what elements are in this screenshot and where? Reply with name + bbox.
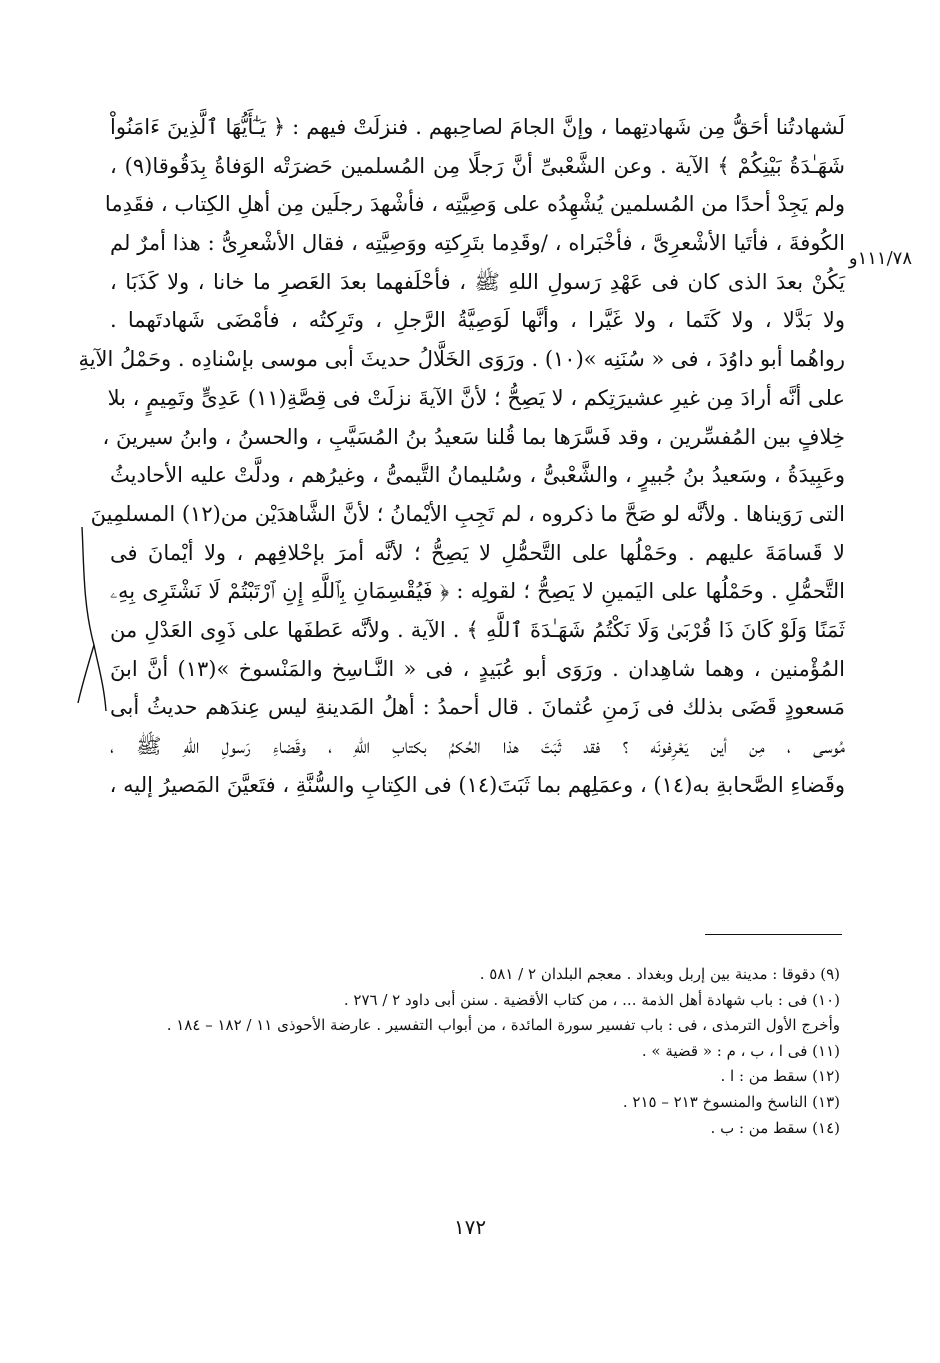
main-text xyxy=(78,108,845,804)
text-line: مَسعودٍ قَضَى بذلك فى زَمنِ عُثمانَ . قال أحمدُ : أهلُ المَدينةِ ليس عِندَهم حديثُ أبى xyxy=(110,695,845,720)
text-line: الكُوفةَ ، فأتَيا الأشْعرِىَّ ، فأخْبَراه ، /وقَدِما بتَرِكتِه ووَصِيَّتِه ، فقال الأشْعرِىُّ : هذا أمرٌ لم xyxy=(110,231,845,256)
text-line: لَشهادتُنا أحَقُّ مِن شَهادتِهما ، وإنَّ الجامَ لصاحِبهم . فنزلَتْ فيهم : ﴿ يَـٰٓأَيُّهَا ٱلَّذِينَ ءَامَنُواْ xyxy=(110,115,845,139)
text-line: لا قَسامَةَ عليهم . وحَمْلُها على التَّحمُّلِ لا يَصِحُّ ؛ لأنَّه أمرَ بإحْلافِهم ، ولا أيْمانَ فى xyxy=(110,540,845,565)
margin-bracket-mark xyxy=(70,525,110,715)
text-line: ولم يَجِدْ أحدًا من المُسلمين يُشْهِدُه على وَصِيَّتِه ، فأشْهدَ رجلَين مِن أهلِ الكِتاب ، فقَدِما xyxy=(104,192,845,217)
text-line: شَهَـٰدَةُ بَيْنِكُمْ ﴾ الآية . وعن الشَّعْبىِّ أنَّ رَجلًا مِن المُسلمين حَضرَتْه الوَفاةُ بِدَقُوقا(٩) ، xyxy=(110,153,845,178)
text-line: وقَضاءِ الصَّحابةِ به(١٤) ، وعمَلِهم بما ثَبَتَ(١٤) فى الكِتابِ والسُّنَّةِ ، فتَعيَّنَ المَصيرُ إليه ، xyxy=(109,772,845,797)
text-line: وعَبِيدَةُ ، وسَعيدُ بنُ جُبيرٍ ، والشَّعْبىُّ ، وسُليمانُ التَّيمىُّ ، وغيرُهم ، ودلَّتْ عليه الأحاديثُ xyxy=(110,463,845,488)
text-line: ثَمَنًا وَلَوْ كَانَ ذَا قُرْبَىٰ وَلَا نَكْتُمُ شَهَـٰدَةَ ٱللَّهِ ﴾ . الآية . ولأنَّه عَطفَها على ذَوِى العَدْلِ من xyxy=(110,617,845,642)
text-line: مُوسى ، مِن أين يَعْرِفونَه ؟ فقد ثَبَتَ هذا الحُكمُ بكتابِ اللهِ ، وقَضاءِ رَسولِ اللهِ ﷺ ، xyxy=(110,734,845,758)
text-line: خِلافٍ بين المُفسِّرين ، وقد فَسَّرَها بما قُلنا سَعيدُ بنُ المُسَيَّبِ ، والحسنُ ، وابنُ سيرينَ ، xyxy=(102,424,845,449)
page-number: ١٧٢ xyxy=(453,1215,487,1239)
footnote: (١١) فى ا ، ب ، م : « قضية » . xyxy=(641,1041,840,1060)
footnotes xyxy=(140,962,840,1141)
text-line: المُؤْمنين ، وهما شاهِدان . ورَوَى أبو عُبَيدٍ ، فى « النَّـاسِخ والمَنْسوخ »(١٣) أنَّ ابنَ xyxy=(110,656,845,681)
text-line: رواهُما أبو داوُدَ ، فى « سُنَنِه »(١٠) . ورَوَى الخَلَّالُ حديثَ أبى موسى بإسْنادِه . وحَمْلُ الآيةِ xyxy=(78,347,845,372)
footnote: (١٤) سقط من : ب . xyxy=(710,1118,840,1137)
folio-margin-note: ١١١/٧٨و xyxy=(848,248,912,269)
text-line: يَكُنْ بعدَ الذى كان فى عَهْدِ رَسولِ اللهِ ﷺ ، فأحْلَفهما بعدَ العَصرِ ما خانا ، ولا كَذَبَا ، xyxy=(110,269,845,294)
text-line: على أنَّه أرادَ مِن غيرِ عشيرَتِكم ، لا يَصِحُّ ؛ لأنَّ الآيةَ نزلَتْ فى قِصَّةِ(١١) عَدِىٍّ وتَمِيمٍ ، بلا xyxy=(107,385,845,410)
footnote-separator xyxy=(705,934,842,935)
footnote: (١٠) فى : باب شهادة أهل الذمة ... ، من كتاب الأقضية . سنن أبى داود ٢ / ٢٧٦ . xyxy=(343,990,840,1009)
text-line: ولا بَدَّلا ، ولا كَتَما ، ولا غَيَّرا ، وأنَّها لَوَصِيَّةُ الرَّجلِ ، وتَرِكتُه ، فأمْضَى شَهادتَهما . xyxy=(110,308,845,333)
footnote: (١٢) سقط من : ا . xyxy=(720,1067,840,1086)
text-line: التى رَوَيناها . ولأنَّه لو صَحَّ ما ذكروه ، لم تَجِبِ الأيْمانُ ؛ لأنَّ الشَّاهدَيْن من(١٢) المسلمِينَ xyxy=(90,501,845,526)
text-line: التَّحمُّلِ . وحَمْلُها على اليَمينِ لا يَصِحُّ ؛ لقولِه : ﴿ فَيُقْسِمَانِ بِٱللَّهِ إِنِ ٱرْتَبْتُمْ لَا نَشْتَرِى بِهِۦ xyxy=(110,579,845,604)
footnote: (٩) دقوقا : مدينة بين إربل وبغداد . معجم البلدان ٢ / ٥٨١ . xyxy=(479,965,840,983)
footnote: (١٣) الناسخ والمنسوخ ٢١٣ – ٢١٥ . xyxy=(622,1092,840,1111)
footnote: وأخرج الأول الترمذى ، فى : باب تفسير سورة المائدة ، من أبواب التفسير . عارضة الأحوذى ١١ / ١٨٢ – ١٨٤ . xyxy=(166,1016,840,1035)
